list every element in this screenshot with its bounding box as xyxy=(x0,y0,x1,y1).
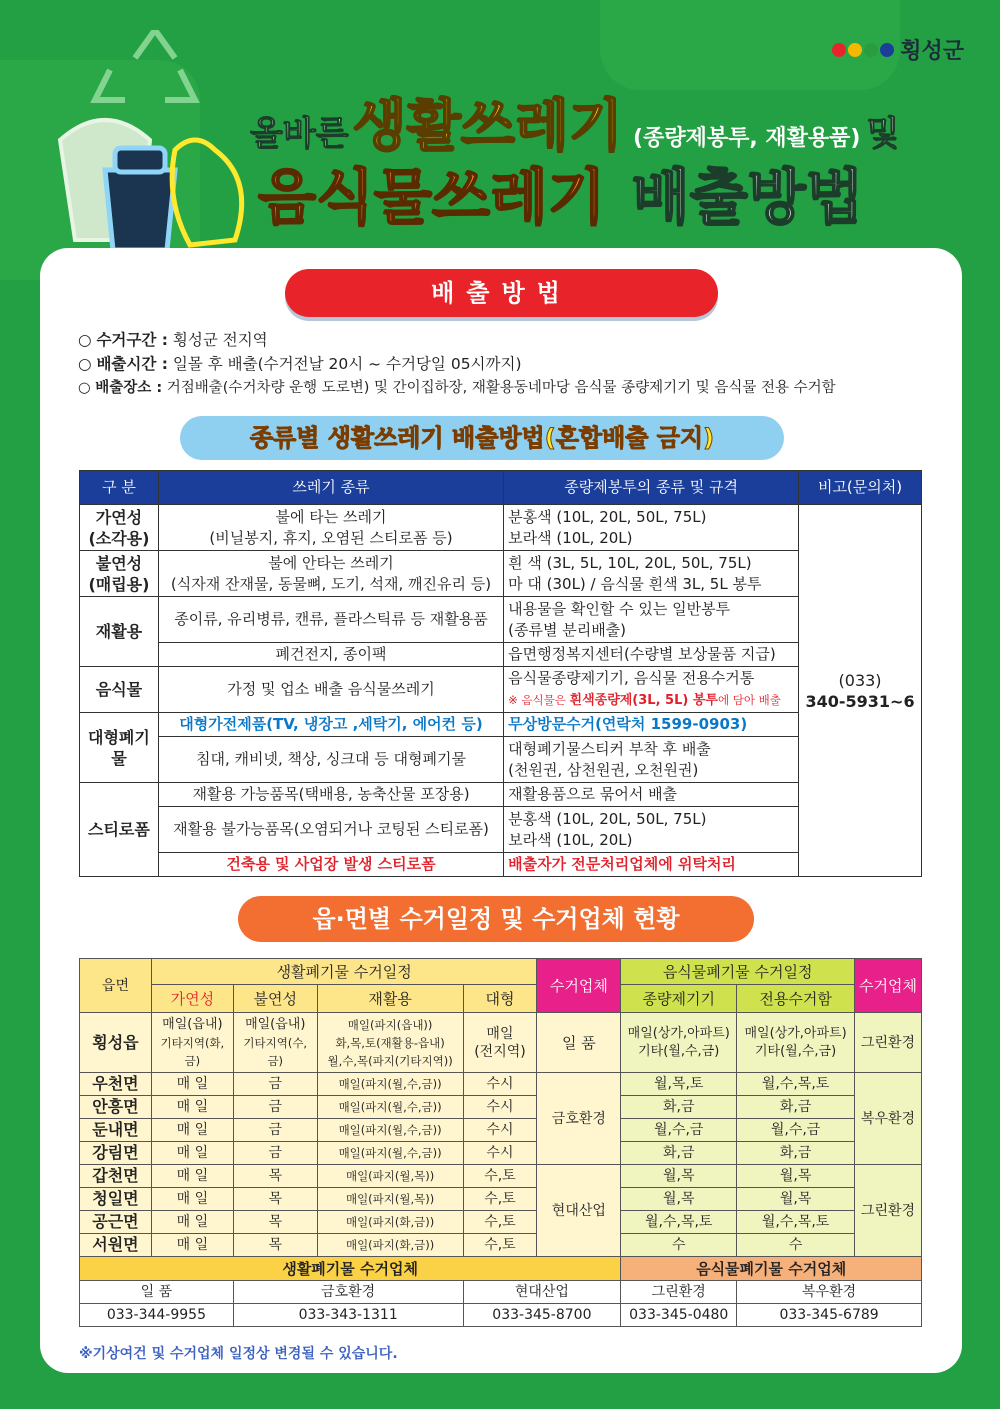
waste-type-table xyxy=(79,470,922,877)
table-row xyxy=(80,783,922,807)
food-bag-icon xyxy=(172,140,242,245)
cell: 화,금 xyxy=(621,1096,737,1119)
table-row xyxy=(80,713,922,737)
table-row xyxy=(80,737,922,783)
logo xyxy=(832,34,964,65)
company-cell: 금호환경 xyxy=(537,1073,621,1165)
schedule-row xyxy=(80,1013,922,1073)
cell: 수 xyxy=(621,1234,737,1257)
trash-bins-illustration xyxy=(55,30,255,250)
info-list xyxy=(78,328,836,400)
cell: 읍면행정복지센터(수량별 보상물품 지급) xyxy=(504,643,799,667)
cell: 재활용품으로 묶어서 배출 xyxy=(504,783,799,807)
cell: 수,토 xyxy=(463,1188,537,1211)
cell: 금 xyxy=(233,1142,317,1165)
table-header: 종량제봉투의 종류 및 규격 xyxy=(504,471,799,505)
cell: 음식물종량제기기, 음식물 전용수거통 ※ 음식물은 흰색종량제(3L, 5L) 봉투에 담아 배출 xyxy=(504,667,799,713)
cell: 수,토 xyxy=(463,1165,537,1188)
cell: 그린환경 xyxy=(855,1013,922,1073)
section-title-schedule: 읍·면별 수거일정 및 수거업체 현황 xyxy=(238,896,754,942)
trash-bin-icon xyxy=(105,170,175,250)
cell: 수,토 xyxy=(463,1234,537,1257)
header-cell: 수거업체 xyxy=(855,959,922,1013)
cell: 월,수,목,토 xyxy=(737,1211,855,1234)
table-row xyxy=(80,807,922,853)
section-title-types: 종류별 생활쓰레기 배출방법(혼합배출 금지) xyxy=(180,416,784,460)
footnote: ※기상여건 및 수거업체 일정상 변경될 수 있습니다. xyxy=(79,1346,398,1362)
cell: 대형폐기물스티커 부착 후 배출 (천원권, 삼천원권, 오천원권) xyxy=(504,737,799,783)
cell: 금 xyxy=(233,1096,317,1119)
cell: 월,목 xyxy=(621,1165,737,1188)
company-phone: 033-345-0480 xyxy=(621,1304,737,1327)
cell: 가정 및 업소 배출 음식물쓰레기 xyxy=(158,667,503,713)
cell: 분홍색 (10L, 20L, 50L, 75L) 보라색 (10L, 20L) xyxy=(504,505,799,551)
company-name: 일 품 xyxy=(80,1281,234,1304)
table-row xyxy=(80,667,922,713)
cell: 매 일 xyxy=(151,1234,233,1257)
company-name: 현대산업 xyxy=(463,1281,621,1304)
cell: 배출자가 전문처리업체에 위탁처리 xyxy=(504,853,799,877)
cell: 목 xyxy=(233,1165,317,1188)
cell: 침대, 캐비넷, 책상, 싱크대 등 대형폐기물 xyxy=(158,737,503,783)
contact-cell: (033) 340-5931~6 xyxy=(799,505,922,877)
cell: 수시 xyxy=(463,1142,537,1165)
cell: 수 xyxy=(737,1234,855,1257)
cell: 매일(읍내) 기타지역(화,금) xyxy=(151,1013,233,1073)
cell: 월,수,금 xyxy=(737,1119,855,1142)
cell: 수시 xyxy=(463,1096,537,1119)
company-phone: 033-344-9955 xyxy=(80,1304,234,1327)
cell: 매 일 xyxy=(151,1119,233,1142)
recycle-icon xyxy=(95,30,195,100)
town-cell: 둔내면 xyxy=(80,1119,152,1142)
cell: 목 xyxy=(233,1211,317,1234)
town-cell: 우천면 xyxy=(80,1073,152,1096)
town-cell: 강림면 xyxy=(80,1142,152,1165)
schedule-row xyxy=(80,1234,922,1257)
cell: 매일(파지(읍내)) 화,목,토(재활용-읍내) 월,수,목(파지(기타지역)) xyxy=(317,1013,463,1073)
company-cell: 현대산업 xyxy=(537,1165,621,1257)
header-cell: 대형 xyxy=(463,985,537,1013)
schedule-row xyxy=(80,1211,922,1234)
table-header: 쓰레기 종류 xyxy=(158,471,503,505)
cell: 매 일 xyxy=(151,1165,233,1188)
cell: 수시 xyxy=(463,1119,537,1142)
schedule-row xyxy=(80,1188,922,1211)
cell: 수시 xyxy=(463,1073,537,1096)
header-cell: 수거업체 xyxy=(537,959,621,1013)
table-row xyxy=(80,643,922,667)
cell: 종이류, 유리병류, 캔류, 플라스틱류 등 재활용품 xyxy=(158,597,503,643)
table-header: 구 분 xyxy=(80,471,159,505)
company-phone: 033-345-8700 xyxy=(463,1304,621,1327)
schedule-row xyxy=(80,1165,922,1188)
header-cell: 불연성 xyxy=(233,985,317,1013)
cell: 분홍색 (10L, 20L, 50L, 75L) 보라색 (10L, 20L) xyxy=(504,807,799,853)
header-cell: 재활용 xyxy=(317,985,463,1013)
title-prefix: 올바른 xyxy=(250,114,349,154)
cell: 대형가전제품(TV, 냉장고 ,세탁기, 에어컨 등) xyxy=(158,713,503,737)
schedule-subheader-row xyxy=(80,985,922,1013)
cell: 무상방문수거(연락처 1599-0903) xyxy=(504,713,799,737)
company-name: 복우환경 xyxy=(737,1281,922,1304)
schedule-row xyxy=(80,1119,922,1142)
cell: 매 일 xyxy=(151,1096,233,1119)
title-main: 생활쓰레기 xyxy=(352,94,624,159)
cell: 매일(파지(월,목)) xyxy=(317,1165,463,1188)
header-cell: 전용수거함 xyxy=(737,985,855,1013)
info-item: ○ 수거구간 : 횡성군 전지역 xyxy=(78,331,268,349)
cell: 매 일 xyxy=(151,1188,233,1211)
cell: 매일(읍내) 기타지역(수,금) xyxy=(233,1013,317,1073)
cell: 폐건전지, 종이팩 xyxy=(158,643,503,667)
section-title-method: 배출방법 xyxy=(285,269,718,317)
category-cell: 음식물 xyxy=(80,667,159,713)
category-cell: 스티로폼 xyxy=(80,783,159,877)
cell: 매일(파지(월,목)) xyxy=(317,1188,463,1211)
cell: 화,금 xyxy=(737,1142,855,1165)
company-row xyxy=(80,1281,922,1304)
schedule-table xyxy=(79,958,922,1327)
cell: 매일(파지(화,금)) xyxy=(317,1234,463,1257)
table-row xyxy=(80,597,922,643)
cell: 매일(상가,아파트) 기타(월,수,금) xyxy=(737,1013,855,1073)
schedule-header-row xyxy=(80,959,922,985)
footer-header: 음식물폐기물 수거업체 xyxy=(621,1257,922,1281)
cell: 매 일 xyxy=(151,1142,233,1165)
schedule-row xyxy=(80,1142,922,1165)
info-item: ○ 배출시간 : 일몰 후 배출(수거전날 20시 ~ 수거당일 05시까지) xyxy=(78,355,522,373)
cell: 매일(파지(월,수,금)) xyxy=(317,1096,463,1119)
category-cell: 가연성 (소각용) xyxy=(80,505,159,551)
header-cell: 가연성 xyxy=(151,985,233,1013)
cell: 매 일 xyxy=(151,1073,233,1096)
schedule-row xyxy=(80,1096,922,1119)
cell: 월,목 xyxy=(621,1188,737,1211)
category-cell: 불연성 (매립용) xyxy=(80,551,159,597)
cell: 금 xyxy=(233,1119,317,1142)
company-cell: 그린환경 xyxy=(855,1165,922,1257)
content-panel xyxy=(40,248,962,1373)
title-line-2 xyxy=(258,150,864,236)
county-logo-icon xyxy=(832,43,894,57)
cell: 금 xyxy=(233,1073,317,1096)
town-cell: 안흥면 xyxy=(80,1096,152,1119)
company-cell: 복우환경 xyxy=(855,1073,922,1165)
category-cell: 재활용 xyxy=(80,597,159,667)
header-cell: 종량제기기 xyxy=(621,985,737,1013)
cell: 매일(파지(월,수,금)) xyxy=(317,1142,463,1165)
town-cell: 횡성읍 xyxy=(80,1013,152,1073)
cell: 매일(상가,아파트) 기타(월,수,금) xyxy=(621,1013,737,1073)
cell: 월,수,목,토 xyxy=(737,1073,855,1096)
logo-text: 횡성군 xyxy=(900,39,964,64)
company-phone: 033-345-6789 xyxy=(737,1304,922,1327)
title-suffix: 및 xyxy=(866,114,900,154)
table-header-row xyxy=(80,471,922,505)
table-row xyxy=(80,505,922,551)
header-cell: 음식물폐기물 수거일정 xyxy=(621,959,855,985)
cell: 재활용 불가능품목(오염되거나 코팅된 스티로폼) xyxy=(158,807,503,853)
cell: 매일(파지(화,금)) xyxy=(317,1211,463,1234)
header-cell: 생활폐기물 수거일정 xyxy=(151,959,537,985)
info-item: ○ 배출장소 : 거점배출(수거차량 운행 도로변) 및 간이집하장, 재활용동네마당 음식물 종량제기기 및 음식물 전용 수거함 xyxy=(78,380,836,396)
cell: 건축용 및 사업장 발생 스티로폼 xyxy=(158,853,503,877)
cell: 화,금 xyxy=(737,1096,855,1119)
cell: 수,토 xyxy=(463,1211,537,1234)
cell: 월,수,목,토 xyxy=(621,1211,737,1234)
town-cell: 서원면 xyxy=(80,1234,152,1257)
company-name: 그린환경 xyxy=(621,1281,737,1304)
company-name: 금호환경 xyxy=(233,1281,463,1304)
phone-row xyxy=(80,1304,922,1327)
title-method: 배출방법 xyxy=(631,163,864,233)
footer-header-row xyxy=(80,1257,922,1281)
table-row xyxy=(80,853,922,877)
header xyxy=(0,0,1000,250)
cell: 목 xyxy=(233,1188,317,1211)
cell: 일 품 xyxy=(537,1013,621,1073)
schedule-row xyxy=(80,1073,922,1096)
header-cell: 읍면 xyxy=(80,959,152,1013)
table-row xyxy=(80,551,922,597)
cell: 불에 타는 쓰레기 (비닐봉지, 휴지, 오염된 스티로폼 등) xyxy=(158,505,503,551)
cell: 매일(파지(월,수,금)) xyxy=(317,1119,463,1142)
cell: 월,목 xyxy=(737,1165,855,1188)
cell: 내용물을 확인할 수 있는 일반봉투 (종류별 분리배출) xyxy=(504,597,799,643)
cell: 매일(파지(월,수,금)) xyxy=(317,1073,463,1096)
cell: 매일 (전지역) xyxy=(463,1013,537,1073)
cell: 월,수,금 xyxy=(621,1119,737,1142)
category-cell: 대형폐기물 xyxy=(80,713,159,783)
cell: 재활용 가능품목(택배용, 농축산물 포장용) xyxy=(158,783,503,807)
company-phone: 033-343-1311 xyxy=(233,1304,463,1327)
town-cell: 공근면 xyxy=(80,1211,152,1234)
town-cell: 청일면 xyxy=(80,1188,152,1211)
town-cell: 갑천면 xyxy=(80,1165,152,1188)
cell: 목 xyxy=(233,1234,317,1257)
cell: 화,금 xyxy=(621,1142,737,1165)
title-paren: (종량제봉투, 재활용품) xyxy=(633,126,861,151)
cell: 흰 색 (3L, 5L, 10L, 20L, 50L, 75L) 마 대 (30L) / 음식물 흰색 3L, 5L 봉투 xyxy=(504,551,799,597)
footer-header: 생활폐기물 수거업체 xyxy=(80,1257,621,1281)
title-food: 음식물쓰레기 xyxy=(258,163,606,233)
cell: 월,목,토 xyxy=(621,1073,737,1096)
table-header: 비고(문의처) xyxy=(799,471,922,505)
cell: 불에 안타는 쓰레기 (식자재 잔재물, 동물뼈, 도기, 석재, 깨진유리 등) xyxy=(158,551,503,597)
cell: 매 일 xyxy=(151,1211,233,1234)
cell: 월,목 xyxy=(737,1188,855,1211)
